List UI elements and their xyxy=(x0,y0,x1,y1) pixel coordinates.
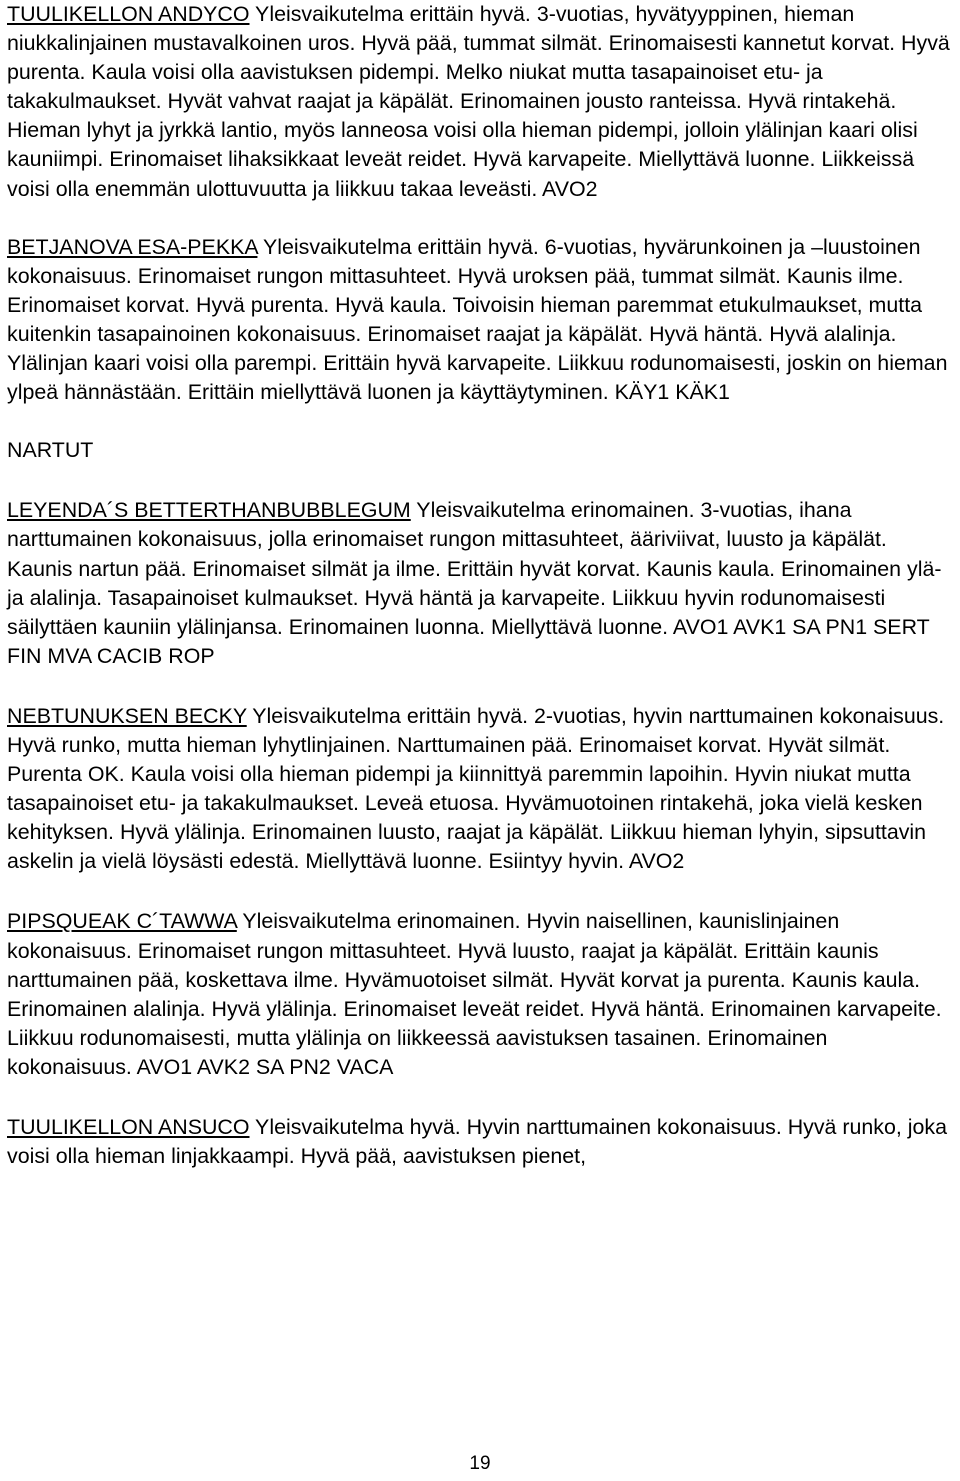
entry-paragraph xyxy=(7,233,957,408)
spacer xyxy=(7,671,957,702)
critique-entry-leyenda xyxy=(7,496,957,671)
spacer xyxy=(7,1082,957,1113)
dog-name: TUULIKELLON ANSUCO xyxy=(7,1115,250,1139)
spacer xyxy=(7,876,957,907)
dog-name: PIPSQUEAK C´TAWWA xyxy=(7,909,237,934)
dog-name: BETJANOVA ESA-PEKKA xyxy=(7,234,258,259)
page-number: 19 xyxy=(469,1453,491,1474)
entry-paragraph xyxy=(7,1113,957,1171)
dog-name: TUULIKELLON ANDYCO xyxy=(7,2,250,26)
entry-paragraph xyxy=(7,702,957,877)
entry-paragraph xyxy=(7,496,957,671)
entry-paragraph xyxy=(7,907,957,1082)
critique-entry-esa-pekka xyxy=(7,233,957,408)
entry-paragraph xyxy=(7,0,957,204)
spacer xyxy=(7,465,957,496)
entry-text: Yleisvaikutelma erinomainen. Hyvin naisellinen, kaunislinjainen kokonaisuus. Erinomaiset rungon mittasuhteet. Hyvä luusto, raajat ja käpälät. Erittäin kaunis narttumainen pää, koskettava ilme. Hyvämuotoiset silmät. Hyvät korvat ja purenta. Kaunis kaula. Erinomainen alalinja. Hyvä ylälinja. Erinomaiset leveät reidet. Hyvä häntä. Erinomainen karvapeite. Liikkuu rodunomaisesti, mutta ylälinja on liikkeessä aavistuksen tasainen. Erinomainen kokonaisuus. AVO1 AVK2 SA PN2 VACA xyxy=(7,909,942,1079)
spacer xyxy=(7,407,957,436)
section-heading-nartut: NARTUT xyxy=(7,438,94,463)
entry-text: Yleisvaikutelma hyvä. Hyvin narttumainen kokonaisuus. Hyvä runko, joka voisi olla hieman linjakkaampi. Hyvä pää, aavistuksen pienet, xyxy=(7,1115,948,1169)
entry-text: Yleisvaikutelma erittäin hyvä. 3-vuotias, hyvätyyppinen, hieman niukkalinjainen mustavalkoinen uros. Hyvä pää, tummat silmät. Erinomaisesti kannetut korvat. Hyvä purenta. Kaula voisi olla aavistuksen pidempi. Melko niukat mutta tasapainoiset etu- ja takakulmaukset. Hyvät vahvat raajat ja käpälät. Erinomainen jousto ranteissa. Hyvä rintakehä. Hieman lyhyt ja jyrkkä lantio, myös lanneosa voisi olla hieman pidempi, jolloin ylälinjan kaari olisi kauniimpi. Erinomaiset lihaksikkaat leveät reidet. Hyvä karvapeite. Miellyttävä luonne. Liikkeissä voisi olla enemmän ulottuvuutta ja liikkuu takaa leveästi. AVO2 xyxy=(7,2,950,201)
critique-entry-ansuco xyxy=(7,1113,957,1171)
entry-text: Yleisvaikutelma erittäin hyvä. 6-vuotias, hyvärunkoinen ja –luustoinen kokonaisuus. Erinomaiset rungon mittasuhteet. Hyvä uroksen pää, tummat silmät. Kaunis ilme. Erinomaiset korvat. Hyvä purenta. Hyvä kaula. Toivoisin hieman paremmat etukulmaukset, mutta kuitenkin tasapainoinen kokonaisuus. Erinomaiset raajat ja käpälät. Hyvä häntä. Hyvä alalinja. Ylälinjan kaari voisi olla parempi. Erittäin hyvä karvapeite. Liikkuu rodunomaisesti, joskin on hieman ylpeä hännästään. Erittäin miellyttävä luonen ja käyttäytyminen. KÄY1 KÄK1 xyxy=(7,234,948,405)
spacer xyxy=(7,204,957,233)
critique-entry-andyco xyxy=(7,0,957,204)
critique-entry-becky xyxy=(7,702,957,877)
critique-entry-pipsqueak xyxy=(7,907,957,1082)
entry-text: Yleisvaikutelma erinomainen. 3-vuotias, ihana narttumainen kokonaisuus, jolla erinomaiset rungon mittasuhteet, ääriviivat, luusto ja käpälät. Kaunis nartun pää. Erinomaiset silmät ja ilme. Erittäin hyvät korvat. Kaunis kaula. Erinomainen ylä- ja alalinja. Tasapainoiset kulmaukset. Hyvä häntä ja karvapeite. Liikkuu hyvin rodunomaisesti säilyttäen kauniin ylälinjansa. Erinomainen luonna. Miellyttävä luonne. AVO1 AVK1 SA PN1 SERT FIN MVA CACIB ROP xyxy=(7,498,942,668)
dog-name: NEBTUNUKSEN BECKY xyxy=(7,703,247,728)
entry-text: Yleisvaikutelma erittäin hyvä. 2-vuotias, hyvin narttumainen kokonaisuus. Hyvä runko, mutta hieman lyhytlinjainen. Narttumainen pää. Erinomaiset korvat. Hyvät silmät. Purenta OK. Kaula voisi olla hieman pidempi ja kiinnittyä paremmin lapoihin. Hyvin niukat mutta tasapainoiset etu- ja takakulmaukset. Leveä etuosa. Hyvämuotoinen rintakehä, joka vielä kesken kehityksen. Hyvä ylälinja. Erinomainen luusto, raajat ja käpälät. Liikkuu hieman lyhyin, sipsuttavin askelin ja vielä löysästi edestä. Miellyttävä luonne. Esiintyy hyvin. AVO2 xyxy=(7,703,945,874)
dog-name: LEYENDA´S BETTERTHANBUBBLEGUM xyxy=(7,498,411,523)
document-page xyxy=(7,0,957,1171)
